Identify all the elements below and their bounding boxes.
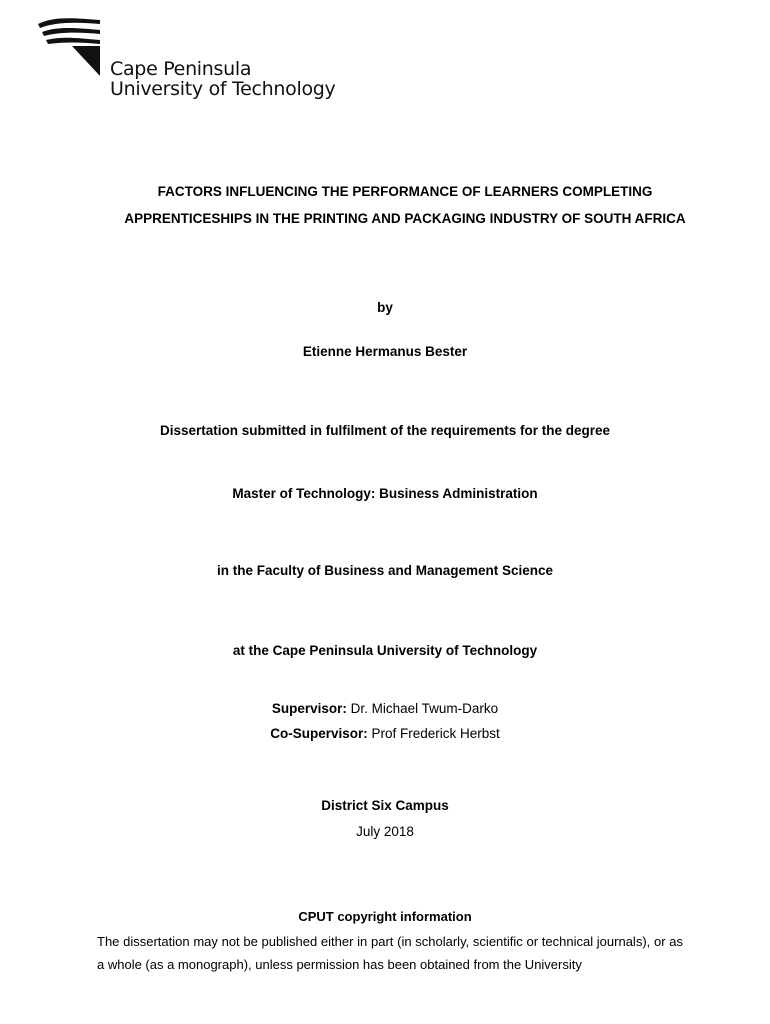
- copyright-heading-text: CPUT copyright information: [298, 909, 472, 924]
- author-name: [0, 344, 770, 359]
- by-label: [0, 300, 770, 315]
- submission-text: Dissertation submitted in fulfilment of the requirements for the degree: [159, 423, 611, 438]
- campus-text: District Six Campus: [321, 798, 449, 813]
- logo-text-line2: University of Technology: [110, 78, 336, 100]
- supervisor-line: [0, 701, 770, 716]
- copyright-heading: [0, 909, 770, 924]
- author-text: Etienne Hermanus Bester: [302, 344, 468, 359]
- faculty-text: in the Faculty of Business and Management Science: [216, 563, 554, 578]
- institution-text: at the Cape Peninsula University of Technology: [232, 643, 538, 658]
- supervisor-name: Dr. Michael Twum-Darko: [350, 701, 499, 716]
- degree-text: Master of Technology: Business Administration: [232, 486, 538, 501]
- date-text: July 2018: [356, 824, 414, 839]
- co-supervisor-line: [0, 726, 770, 741]
- degree-name: [0, 486, 770, 501]
- faculty-line: [0, 563, 770, 578]
- supervisor-label: Supervisor:: [271, 701, 347, 716]
- logo-text-line1: Cape Peninsula: [110, 58, 252, 80]
- co-supervisor-label: Co-Supervisor:: [270, 726, 368, 741]
- institution-line: [0, 643, 770, 658]
- cput-emblem-icon: [36, 16, 106, 78]
- co-supervisor-name: Prof Frederick Herbst: [371, 726, 500, 741]
- submission-statement: [0, 423, 770, 438]
- dissertation-title: FACTORS INFLUENCING THE PERFORMANCE OF LEARNERS COMPLETING APPRENTICESHIPS IN THE PRINTING AND PACKAGING INDUSTRY OF SOUTH AFRICA: [124, 184, 686, 226]
- by-text: by: [377, 300, 393, 315]
- campus-line: [0, 798, 770, 813]
- date-line: [0, 824, 770, 839]
- copyright-body: The dissertation may not be published either in part (in scholarly, scientific or technical journals), or as a whole (as a monograph), unless permission has been obtained from the University: [97, 934, 683, 972]
- university-logo: [36, 16, 336, 102]
